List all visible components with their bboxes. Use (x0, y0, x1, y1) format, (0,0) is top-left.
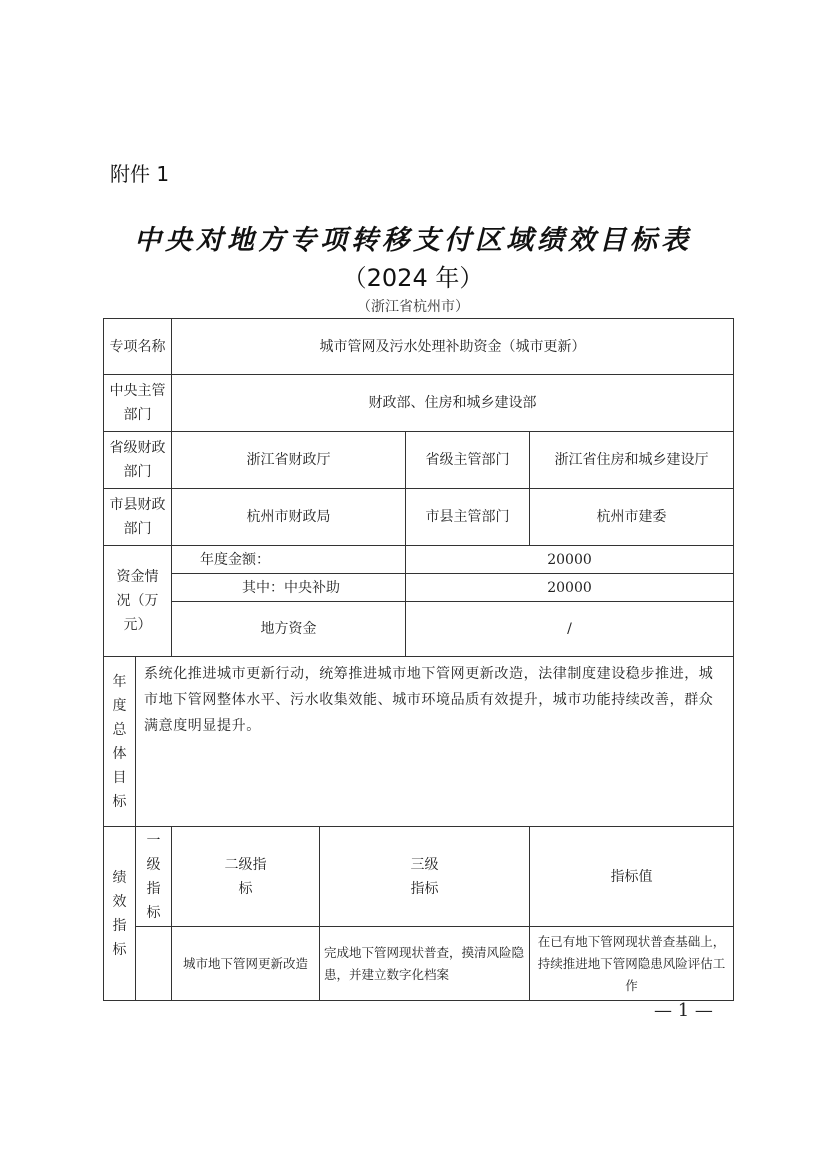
special-item-label: 专项名称 (104, 319, 172, 375)
row-level2: 城市地下管网更新改造 (172, 927, 320, 1001)
central-subsidy-value: 20000 (406, 574, 734, 602)
city-dept-value: 杭州市建委 (530, 489, 734, 546)
central-subsidy-label: 其中：中央补助 (172, 574, 406, 602)
special-item-value: 城市管网及污水处理补助资金（城市更新） (172, 319, 734, 375)
indicator-label: 绩效指标 (104, 827, 136, 1001)
funds-label: 资金情况（万元） (104, 546, 172, 657)
row-level1 (136, 927, 172, 1001)
local-funds-value: / (406, 602, 734, 657)
document-region: （浙江省杭州市） (357, 299, 469, 315)
annual-amount-label: 年度金额： (172, 546, 406, 574)
level2-header: 二级指标 (172, 827, 320, 927)
prov-dept-value: 浙江省住房和城乡建设厅 (530, 432, 734, 489)
level1-header: 一级指标 (136, 827, 172, 927)
table-row (104, 927, 734, 1001)
city-dept-label: 市县主管部门 (406, 489, 530, 546)
local-funds-label: 地方资金 (172, 602, 406, 657)
central-dept-value: 财政部、住房和城乡建设部 (172, 375, 734, 432)
document-year: （2024 年） (342, 264, 484, 292)
performance-target-table (103, 318, 734, 1001)
annual-amount-value: 20000 (406, 546, 734, 574)
prov-finance-value: 浙江省财政厅 (172, 432, 406, 489)
level3-header: 三级指标 (320, 827, 530, 927)
attachment-label: 附件 1 (110, 162, 170, 186)
prov-finance-label: 省级财政部门 (104, 432, 172, 489)
value-header: 指标值 (530, 827, 734, 927)
overall-goal-label: 年度总体目标 (104, 657, 136, 827)
page-number: — 1 — (654, 1000, 713, 1021)
city-finance-value: 杭州市财政局 (172, 489, 406, 546)
central-dept-label: 中央主管部门 (104, 375, 172, 432)
document-title: 中央对地方专项转移支付区域绩效目标表 (134, 225, 692, 256)
prov-dept-label: 省级主管部门 (406, 432, 530, 489)
overall-goal-text: 系统化推进城市更新行动，统筹推进城市地下管网更新改造，法律制度建设稳步推进，城市地下管网整体水平、污水收集效能、城市环境品质有效提升，城市功能持续改善，群众满意度明显提升。 (136, 657, 734, 827)
row-level3: 完成地下管网现状普查，摸清风险隐患，并建立数字化档案 (320, 927, 530, 1001)
row-value: 在已有地下管网现状普查基础上，持续推进地下管网隐患风险评估工作 (530, 927, 734, 1001)
city-finance-label: 市县财政部门 (104, 489, 172, 546)
